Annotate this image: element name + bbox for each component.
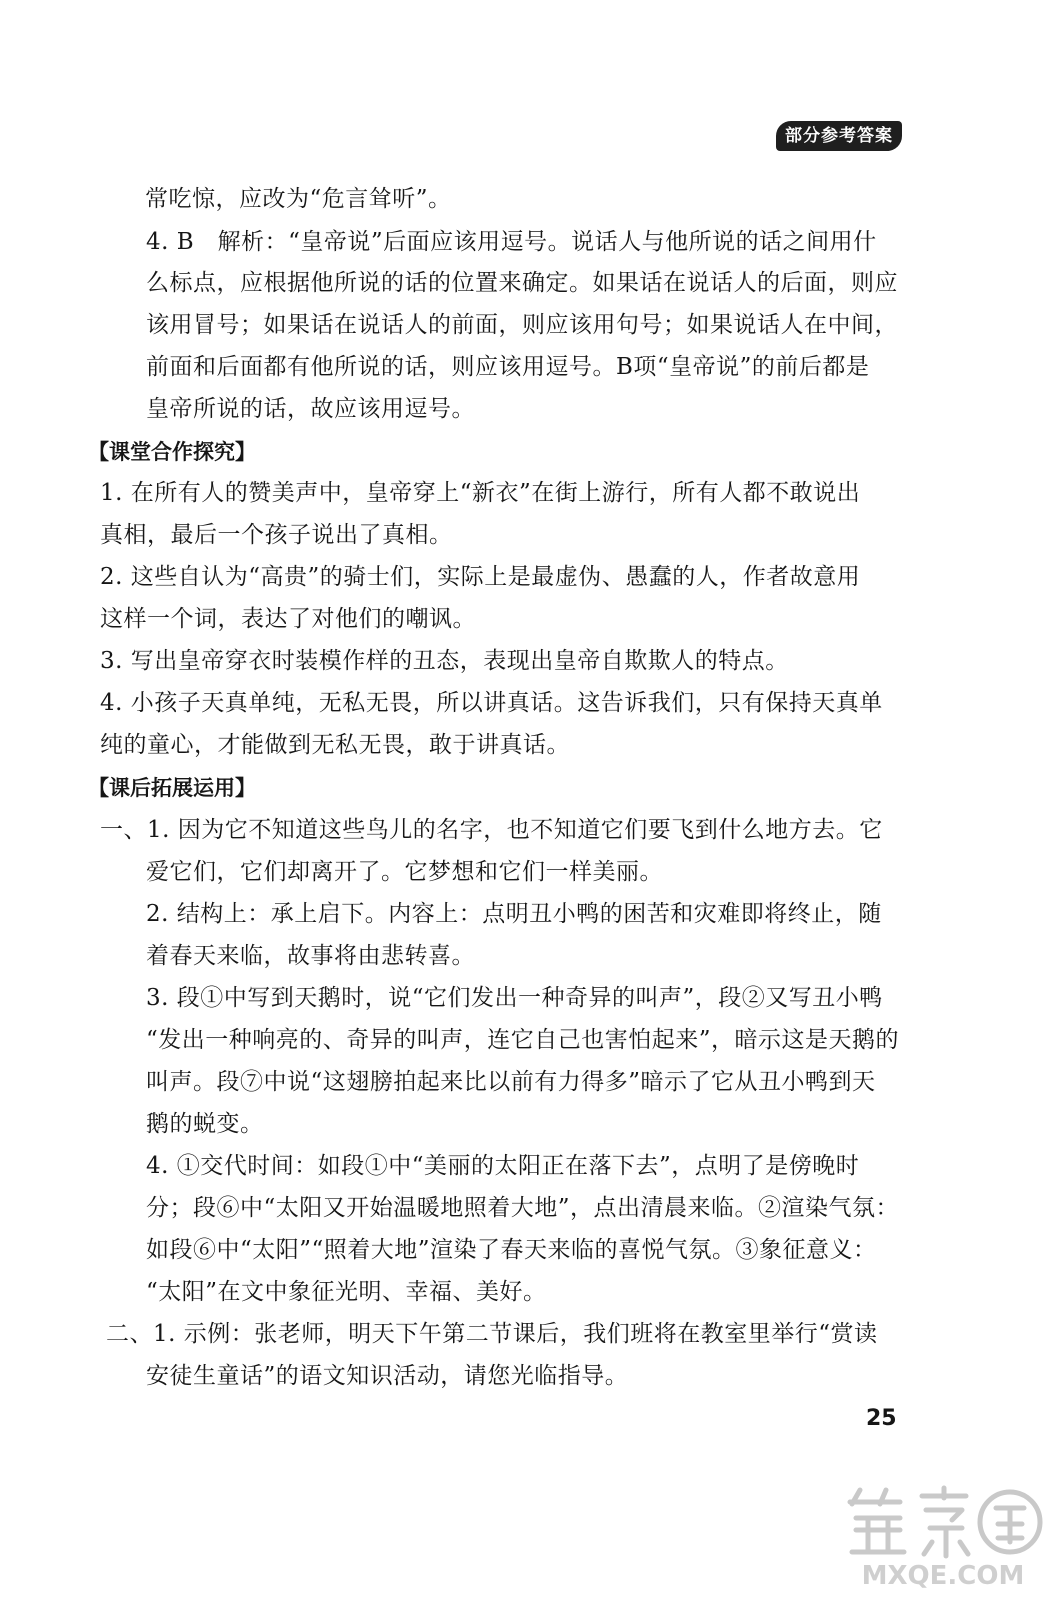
text-line: 么标点，应根据他所说的话的位置来确定。如果话在说话人的后面，则应 bbox=[146, 270, 898, 296]
text-line: 这样一个词，表达了对他们的嘲讽。 bbox=[100, 606, 476, 632]
text-line: 1. 在所有人的赞美声中，皇帝穿上“新衣”在街上游行，所有人都不敢说出 bbox=[100, 480, 861, 506]
text-line: 叫声。段⑦中说“这翅膀拍起来比以前有力得多”暗示了它从丑小鸭到天 bbox=[146, 1069, 876, 1095]
text-line: “发出一种响亮的、奇异的叫声，连它自己也害怕起来”，暗示这是天鹅的 bbox=[146, 1027, 900, 1053]
text-line: 爱它们，它们却离开了。它梦想和它们一样美丽。 bbox=[146, 859, 663, 885]
section-heading-classroom: 【课堂合作探究】 bbox=[88, 440, 256, 464]
watermark-text: MXQE.COM bbox=[861, 1561, 1025, 1591]
text-line: 4. ①交代时间：如段①中“美丽的太阳正在落下去”，点明了是傍晚时 bbox=[146, 1153, 860, 1179]
text-line: 皇帝所说的话，故应该用逗号。 bbox=[146, 396, 475, 422]
text-line: 分；段⑥中“太阳又开始温暖地照着大地”，点出清晨来临。②渲染气氛： bbox=[146, 1195, 900, 1221]
text-line: 着春天来临，故事将由悲转喜。 bbox=[146, 943, 475, 969]
text-line: 二、1. 示例：张老师，明天下午第二节课后，我们班将在教室里举行“赏读 bbox=[106, 1321, 878, 1347]
text-line: 前面和后面都有他所说的话，则应该用逗号。B项“皇帝说”的前后都是 bbox=[146, 354, 870, 380]
header-tag: 部分参考答案 bbox=[776, 121, 902, 151]
watermark-logo bbox=[838, 1480, 1048, 1592]
text-line: 2. 这些自认为“高贵”的骑士们，实际上是最虚伪、愚蠢的人，作者故意用 bbox=[100, 564, 861, 590]
page-number: 25 bbox=[866, 1406, 897, 1431]
text-line: 一、1. 因为它不知道这些鸟儿的名字，也不知道它们要飞到什么地方去。它 bbox=[100, 817, 883, 843]
section-heading-after-class: 【课后拓展运用】 bbox=[88, 776, 256, 800]
text-line: 常吃惊，应改为“危言耸听”。 bbox=[145, 186, 452, 212]
text-line: 4. B 解析：“皇帝说”后面应该用逗号。说话人与他所说的话之间用什 bbox=[146, 229, 877, 255]
text-line: “太阳”在文中象征光明、幸福、美好。 bbox=[146, 1279, 547, 1305]
text-line: 纯的童心，才能做到无私无畏，敢于讲真话。 bbox=[100, 732, 570, 758]
text-line: 安徒生童话”的语文知识活动，请您光临指导。 bbox=[146, 1363, 629, 1389]
text-line: 该用冒号；如果话在说话人的前面，则应该用句号；如果说话人在中间， bbox=[146, 312, 898, 338]
text-line: 2. 结构上：承上启下。内容上：点明丑小鸭的困苦和灾难即将终止，随 bbox=[146, 901, 882, 927]
text-line: 鹅的蜕变。 bbox=[146, 1111, 264, 1137]
text-line: 4. 小孩子天真单纯，无私无畏，所以讲真话。这告诉我们，只有保持天真单 bbox=[100, 690, 883, 716]
text-line: 如段⑥中“太阳”“照着大地”渲染了春天来临的喜悦气氛。③象征意义： bbox=[146, 1237, 877, 1263]
text-line: 真相，最后一个孩子说出了真相。 bbox=[100, 522, 453, 548]
text-line: 3. 段①中写到天鹅时，说“它们发出一种奇异的叫声”，段②又写丑小鸭 bbox=[146, 985, 883, 1011]
text-line: 3. 写出皇帝穿衣时装模作样的丑态，表现出皇帝自欺欺人的特点。 bbox=[100, 648, 789, 674]
